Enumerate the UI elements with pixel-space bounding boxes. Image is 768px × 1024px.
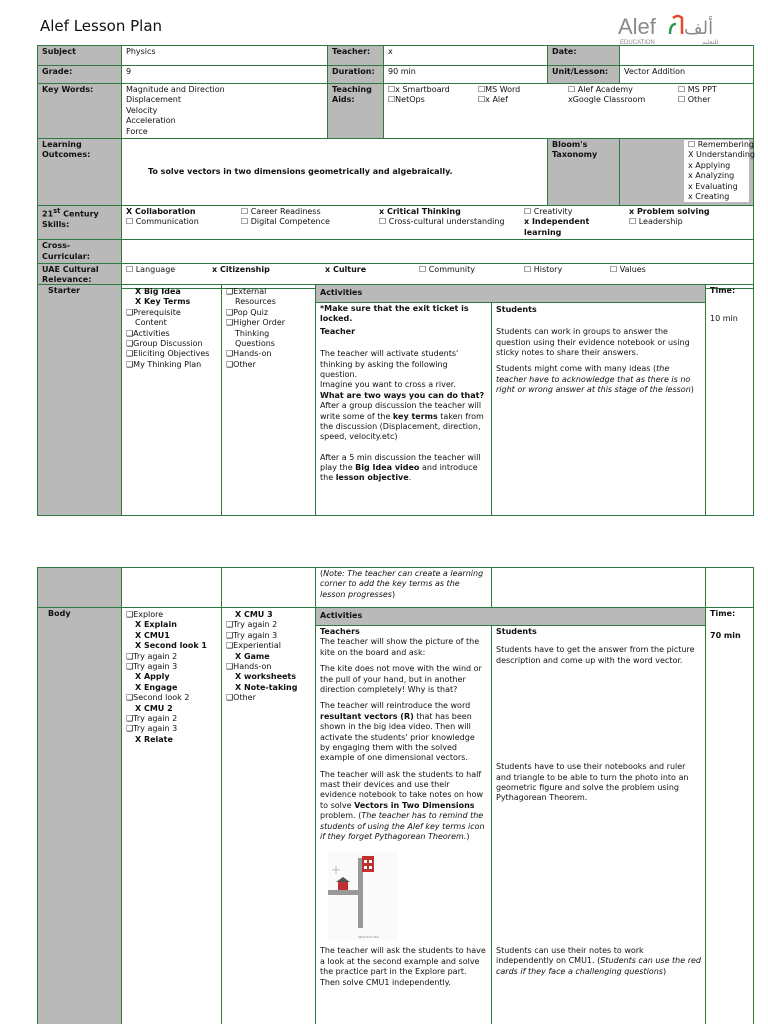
students-heading: Students [496,627,537,636]
body-option[interactable]: ❑Experiential [226,641,281,651]
keyword: Force [126,126,148,136]
date-value [620,46,754,66]
logo-subtext: EDUCATION [620,40,655,46]
teacher-text: The teacher will ask the students to half mast their devices and use their evidence notebook to take notes on how to solve Vectors in Two Dimensions problem. (The teacher has to remind the students of using the Alef key terms icon if they forget Pythagorean Theorem.) [320,769,485,842]
body-option[interactable]: X CMU 3 [235,610,273,619]
body-time-cell [706,608,754,1024]
aid-option[interactable]: ☐NetOps [388,95,425,105]
outcomes-label: Learning Outcomes: [38,138,122,205]
starter-table [37,284,754,516]
teacher-text: Imagine you want to cross a river. [320,380,456,390]
body-option[interactable]: ❑Try again 2 [126,651,178,661]
teacher-text: lesson objective [335,473,409,483]
body-option[interactable]: ❑Hands-on [226,661,272,671]
uae-option[interactable]: ☐ History [524,264,563,274]
students-text: Students can work in groups to answer the question using their evidence notebook or using sticky notes to share their answers. [496,327,690,357]
skill-option[interactable]: x Problem solving [629,206,710,216]
body-activities-header: Activities [316,608,706,626]
skills-label: 21st Century Skills: [38,205,122,239]
starter-option[interactable]: ❑Other [226,359,256,369]
uae-option[interactable]: ☐ Language [126,264,176,274]
body-option[interactable]: ❑Other [226,693,256,703]
cross-curricular-value [122,240,754,264]
logo-arabic-sub: للتعليم [702,39,719,46]
subject-value: Physics [122,46,328,66]
keyword: Velocity [126,105,158,115]
skill-option[interactable]: ☐ Career Readiness [241,206,321,216]
note-text: ( [320,569,324,578]
uae-option[interactable]: x Culture [325,264,367,274]
starter-students-cell [492,304,706,516]
body-label: Body [38,608,122,1024]
body-time: 70 min [710,631,741,641]
teacher-text: key terms [392,411,438,421]
teacher-text: taken from the discussion (Displacement, direction, speed, velocity.etc) [320,411,484,442]
students-heading: Students [496,304,537,314]
aid-option[interactable]: ☐ Other [678,95,711,105]
starter-col2 [222,285,316,516]
note-text: ) [391,589,396,599]
subject-label: Subject [38,46,122,66]
teacher-question: What are two ways you can do that? [320,390,485,400]
students-text: Students can use their notes to work independently on CMU1. (Students can use the red cards if they face a challenging questions) [496,945,701,976]
body-option[interactable]: ❑Second look 2 [126,693,190,703]
body-option[interactable]: X Explain [135,620,177,630]
starter-time: 10 min [710,314,738,324]
starter-option: Content [135,318,167,328]
starter-option[interactable]: ❑External [226,287,267,296]
starter-option[interactable]: ❑Prerequisite [126,307,181,317]
body-col1 [122,608,222,1024]
skill-option[interactable]: ☐ Cross-cultural understanding [379,217,505,227]
body-option[interactable]: ❑Try again 3 [126,724,178,734]
date-label: Date: [548,46,620,66]
teacher-value: x [384,46,548,66]
uae-option[interactable]: x Citizenship [212,264,270,274]
body-option[interactable]: ❑Try again 2 [226,620,278,630]
starter-option[interactable]: ❑Pop Quiz [226,307,269,317]
teacher-text: After a group discussion the teacher will write some of the [320,401,482,421]
students-text: the teacher have to acknowledge that as there is no right or wrong answer at this stage of the lesson [496,364,691,395]
students-text: Students might come with many ideas ( [496,364,657,374]
unit-label: Unit/Lesson: [548,66,620,84]
teacher-label: Teacher: [328,46,384,66]
students-text: ) [690,385,694,395]
duration-label: Duration: [328,66,384,84]
body-option[interactable]: X Note-taking [235,682,298,692]
skill-option[interactable]: X Collaboration [126,206,196,216]
keywords-label: Key Words: [38,84,122,139]
bloom-cell [620,138,754,205]
body-option[interactable]: ❑Try again 3 [126,661,178,671]
starter-activities-header: Activities [316,285,706,303]
body-option[interactable]: ❑Explore [126,610,164,619]
starter-option: Resources [235,297,276,307]
starter-col1 [122,285,222,516]
starter-label: Starter [38,285,122,516]
body-option[interactable]: X Game [235,651,270,661]
aids-cell [384,84,754,139]
starter-option[interactable]: ❑Eliciting Objectives [126,349,210,359]
lesson-plan-table [37,45,754,289]
starter-time-cell [706,285,754,516]
body-option[interactable]: ❑Try again 3 [226,630,278,640]
body-option[interactable]: X Apply [135,672,170,682]
aid-option[interactable]: ☐MS Word [478,85,521,94]
starter-option[interactable]: ❑Higher Order [226,318,286,328]
logo-arabic: ألف [684,18,714,39]
keyword: Magnitude and Direction [126,85,225,94]
starter-option: Questions [235,338,275,348]
teacher-text: The teacher will show the picture of the kite on the board and ask: [320,637,480,657]
starter-option[interactable]: X Key Terms [135,297,191,307]
aid-option[interactable]: ☐x Smartboard [388,85,450,94]
bloom-label: Bloom's Taxonomy [548,138,620,205]
alef-logo [618,12,750,46]
bloom-item[interactable]: ☐ Remembering [688,139,755,149]
body-option[interactable]: X Engage [135,682,178,692]
unit-value: Vector Addition [620,66,754,84]
body-option[interactable]: X Relate [135,734,173,744]
bloom-item[interactable]: X Understanding [688,150,755,160]
duration-value: 90 min [384,66,548,84]
bloom-item[interactable]: x Applying [688,160,731,170]
skills-cell [122,205,754,239]
teacher-text: The teacher will activate students' thinking by asking the following question. [320,349,459,379]
body-teacher-cell [316,626,492,1024]
uae-option[interactable]: ☐ Values [610,264,646,274]
skill-option[interactable]: x Critical Thinking [379,206,461,216]
students-text: Students have to use their notebooks and ruler and triangle to be able to turn the photo into an geometric figure and solve the problem using Pythagorean Theorem. [496,762,689,803]
uae-label: UAE Cultural Relevance: [38,263,122,288]
skill-option[interactable]: ☐ Digital Competence [241,217,330,227]
cross-curricular-label: Cross-Curricular: [38,240,122,264]
body-time-label: Time: [710,609,736,618]
body-col2 [222,608,316,1024]
starter-option[interactable]: ❑Hands-on [226,349,272,359]
skill-option[interactable]: ☐ Creativity [524,206,573,216]
keyword: Acceleration [126,116,176,126]
outcomes-text: To solve vectors in two dimensions geometrically and algebraically [148,166,450,176]
teacher-text: The teacher will ask the students to have a look at the second example and solve the practice part in the Explore part. Then solve CMU1 independently. [320,946,486,987]
note-text: Note: The teacher can create a learning corner to add the key terms as the lesson progresses [320,569,484,599]
bloom-item[interactable]: x Creating [688,191,730,201]
skill-option[interactable]: ☐ Leadership [629,217,683,227]
continued-note [316,568,492,608]
body-option[interactable]: X worksheets [235,672,296,682]
outcomes-text-cell: To solve vectors in two dimensions geometrically and algebraically. [122,138,548,205]
grade-label: Grade: [38,66,122,84]
uae-option[interactable]: ☐ Community [419,264,476,274]
aid-option[interactable]: xGoogle Classroom [568,95,646,105]
starter-time-label: Time: [710,286,736,295]
starter-option[interactable]: X Big Idea [135,287,181,296]
teacher-text: The kite does not move with the wind or the pull of your hand, but in another direction completely! Why is that? [320,664,482,694]
starter-option[interactable]: ❑Activities [126,328,170,338]
body-students-cell [492,626,706,1024]
teacher-text: and introduce the [320,463,478,483]
aids-label: Teaching Aids: [328,84,384,139]
aid-option[interactable]: ☐ Alef Academy [568,85,633,94]
grade-value: 9 [122,66,328,84]
skill-option[interactable]: ☐ Communication [126,217,199,227]
teachers-heading: Teachers [320,627,360,636]
bloom-item[interactable]: x Evaluating [688,181,738,191]
vector-diagram-image [328,852,398,940]
body-option[interactable]: X CMU 2 [135,703,173,713]
teacher-text: The teacher will reintroduce the word resultant vectors (R) that has been shown in the big idea video. Then will activate the students' prior knowledge by engaging them with the solved example of one dimensional vectors. [320,701,475,763]
body-option[interactable]: ❑Try again 2 [126,713,178,723]
bloom-item[interactable]: x Analyzing [688,171,735,181]
starter-option[interactable]: ❑Group Discussion [126,338,203,348]
skill-option[interactable]: x Independent learning [524,217,590,237]
keyword: Displacement [126,95,181,105]
image-caption: Start from the [358,935,380,940]
aid-option[interactable]: ☐ MS PPT [678,85,717,94]
body-table [37,567,754,1024]
starter-teacher-cell: Teacher The teacher will activate students' thinking by asking the following question. Imagine you want to cross a river. What are two ways you can do that? After a group discussion the teacher will write some of the key terms taken from the discussion (Displacement, direction, speed, velocity.etc) After a 5 min discussion the teacher will play the Big Idea video and introduce the lesson objective. [316,326,492,516]
teacher-text: After a 5 min discussion the teacher will play the [320,452,481,473]
body-option[interactable]: X CMU1 [135,630,170,640]
keywords-list [122,84,328,139]
teacher-text: Big Idea video [355,463,420,473]
exit-ticket-note: *Make sure that the exit ticket is locked. [316,303,492,326]
page-title: Alef Lesson Plan [40,17,163,35]
logo-text: Alef [618,14,656,39]
students-text: Students have to get the answer from the picture description and come up with the word vector. [496,645,695,665]
aid-option[interactable]: ☐x Alef [478,95,508,105]
starter-option[interactable]: ❑My Thinking Plan [126,359,202,369]
body-option[interactable]: X Second look 1 [135,641,207,651]
teacher-heading: Teacher [320,326,356,336]
starter-option: Thinking [235,328,270,338]
